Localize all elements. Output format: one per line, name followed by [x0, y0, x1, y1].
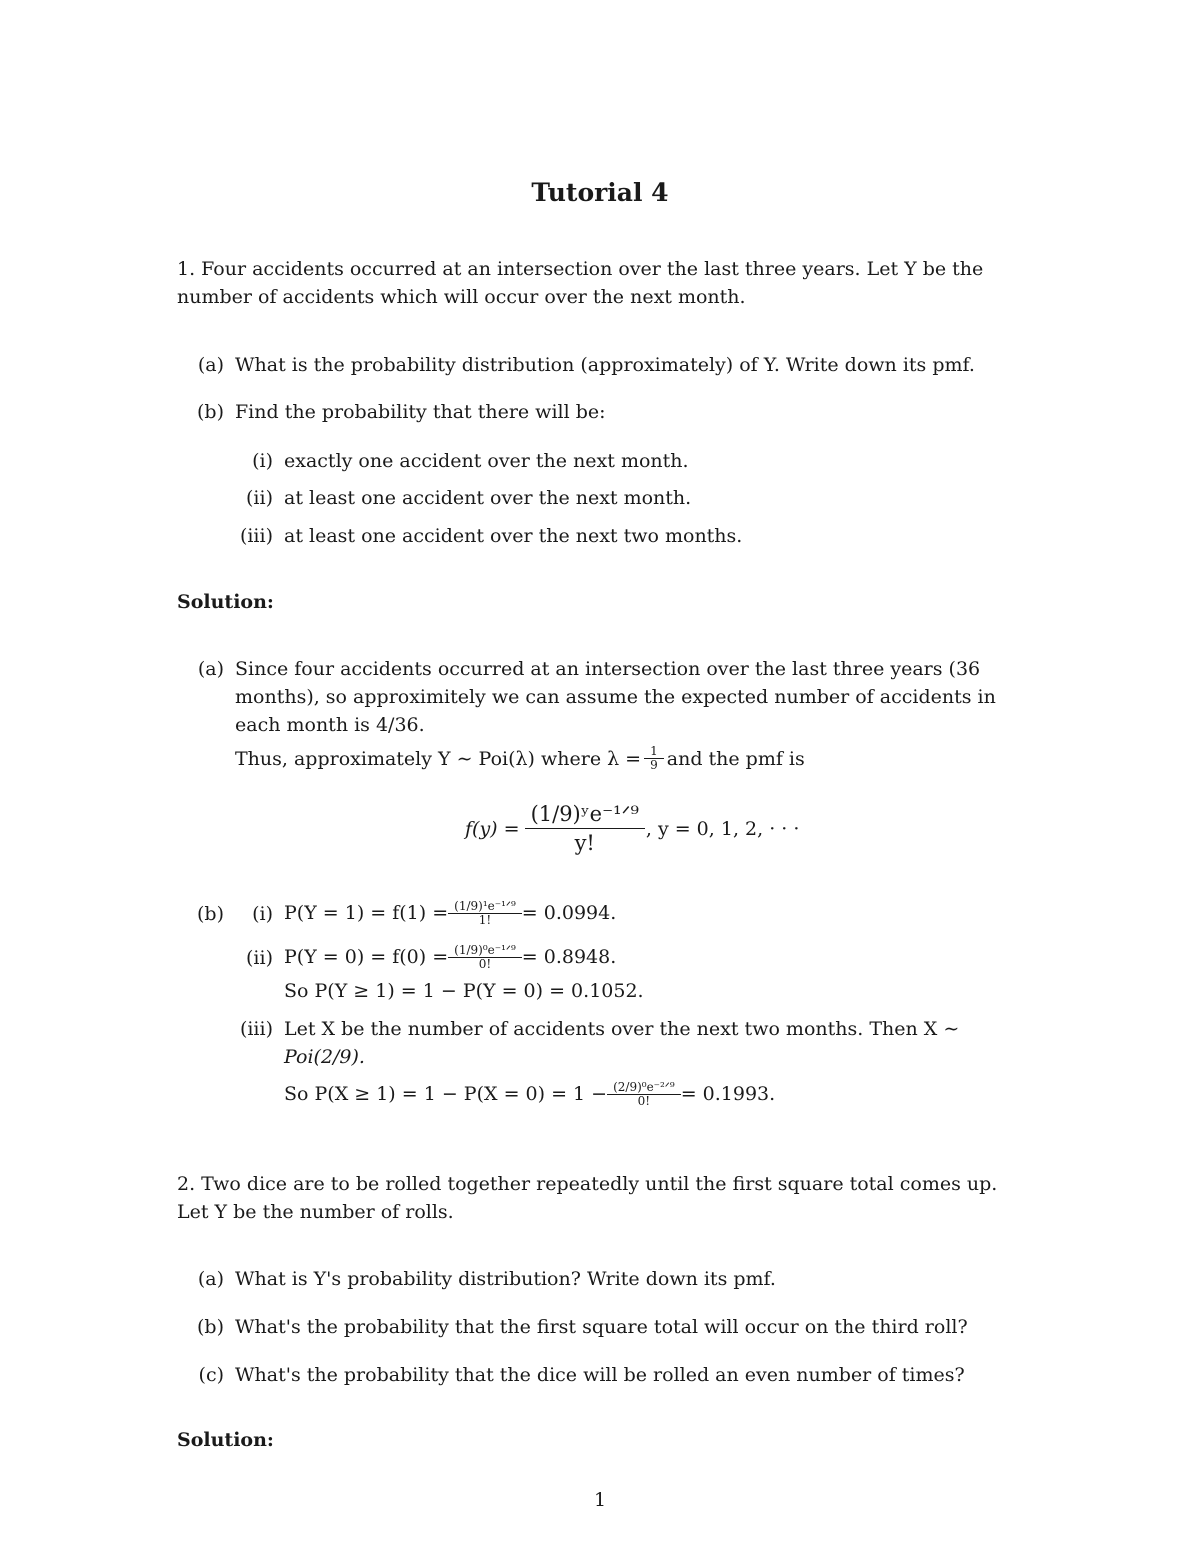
q1-b-label: (b)	[197, 401, 224, 423]
q1-b-i-text: exactly one accident over the next month.	[284, 450, 689, 472]
i-fraction	[451, 900, 519, 927]
lambda-denominator: 9	[644, 758, 664, 772]
pmf-fraction	[528, 800, 642, 857]
i-numerator: (1/9)¹e⁻¹ᐟ⁹	[454, 898, 516, 913]
sol1-a-label: (a)	[197, 658, 224, 680]
sol1-a-line1: Since four accidents occurred at an intersection over the last three years (36	[235, 658, 981, 680]
q2-c-label: (c)	[198, 1364, 224, 1386]
q1-b-ii-label: (ii)	[246, 487, 273, 509]
solution1-heading: Solution:	[177, 591, 274, 613]
q2-c-text: What's the probability that the dice will be rolled an even number of times?	[235, 1364, 965, 1386]
iii-fraction	[610, 1081, 678, 1108]
sol1-a-line2: months), so approximitely we can assume the expected number of accidents in	[235, 686, 996, 708]
q1-stem-line2: number of accidents which will occur over the next month.	[177, 286, 746, 308]
solution2-heading: Solution:	[177, 1429, 274, 1451]
lambda-numerator: 1	[650, 744, 658, 758]
iii-post: = 0.1993.	[680, 1083, 776, 1105]
sol1-b-iii-label: (iii)	[239, 1018, 273, 1040]
ii-post: = 0.8948.	[521, 946, 617, 968]
sol1-b-iii-line1: Let X be the number of accidents over the next two months. Then X ∼	[284, 1018, 960, 1040]
page-title: Tutorial 4	[531, 178, 669, 207]
ii-denominator: 0!	[448, 957, 522, 971]
sol1-a-line3: each month is 4/36.	[235, 714, 425, 736]
sol1-b-i-equation	[284, 894, 616, 932]
iii-numerator: (2/9)⁰e⁻²ᐟ⁹	[613, 1079, 675, 1094]
q2-a-label: (a)	[197, 1268, 224, 1290]
q1-a-text: What is the probability distribution (approximately) of Y. Write down its pmf.	[235, 354, 975, 376]
sol1-thus-line	[235, 745, 805, 772]
q1-b-iii-label: (iii)	[239, 525, 273, 547]
pmf-numerator: (1/9)ʸe⁻¹ᐟ⁹	[530, 802, 639, 826]
sol1-b-ii-line2: So P(Y ≥ 1) = 1 − P(Y = 0) = 0.1052.	[284, 980, 644, 1002]
q1-b-text: Find the probability that there will be:	[235, 401, 606, 423]
thus-text: Thus, approximately Y ∼ Poi(λ) where λ =	[235, 747, 642, 770]
q1-b-i-label: (i)	[252, 450, 273, 472]
q2-b-label: (b)	[197, 1316, 224, 1338]
q1-a-label: (a)	[197, 354, 224, 376]
sol1-b-iii-line2: Poi(2/9).	[284, 1046, 365, 1068]
q1-b-ii-text: at least one accident over the next month.	[284, 487, 692, 509]
sol1-b-i-label: (i)	[252, 903, 273, 925]
sol1-b-ii-label: (ii)	[246, 947, 273, 969]
pmf-denominator: y!	[525, 828, 645, 857]
sol1-b-label: (b)	[197, 903, 224, 925]
page-number: 1	[593, 1489, 607, 1511]
iii-pre: So P(X ≥ 1) = 1 − P(X = 0) = 1 −	[284, 1083, 608, 1105]
lambda-fraction	[647, 745, 661, 772]
i-denominator: 1!	[448, 913, 522, 927]
q1-stem-line1: 1. Four accidents occurred at an intersection over the last three years. Let Y be the	[177, 258, 984, 280]
i-post: = 0.0994.	[521, 902, 617, 924]
q2-stem-line2: Let Y be the number of rolls.	[177, 1201, 454, 1223]
q1-b-iii-text: at least one accident over the next two months.	[284, 525, 743, 547]
thus-post-text: and the pmf is	[666, 747, 805, 770]
ii-pre: P(Y = 0) = f(0) =	[284, 946, 449, 968]
pmf-equation	[465, 800, 799, 857]
i-pre: P(Y = 1) = f(1) =	[284, 902, 449, 924]
iii-denominator: 0!	[607, 1094, 681, 1108]
pmf-lhs: f(y) =	[465, 817, 520, 840]
sol1-b-iii-equation	[284, 1075, 775, 1113]
ii-numerator: (1/9)⁰e⁻¹ᐟ⁹	[454, 942, 516, 957]
q2-stem-line1: 2. Two dice are to be rolled together repeatedly until the first square total comes up.	[177, 1173, 998, 1195]
q2-a-text: What is Y's probability distribution? Write down its pmf.	[235, 1268, 776, 1290]
sol1-b-ii-equation	[284, 938, 616, 976]
ii-fraction	[451, 944, 519, 971]
pmf-rhs: , y = 0, 1, 2, · · ·	[645, 817, 800, 840]
q2-b-text: What's the probability that the first square total will occur on the third roll?	[235, 1316, 968, 1338]
